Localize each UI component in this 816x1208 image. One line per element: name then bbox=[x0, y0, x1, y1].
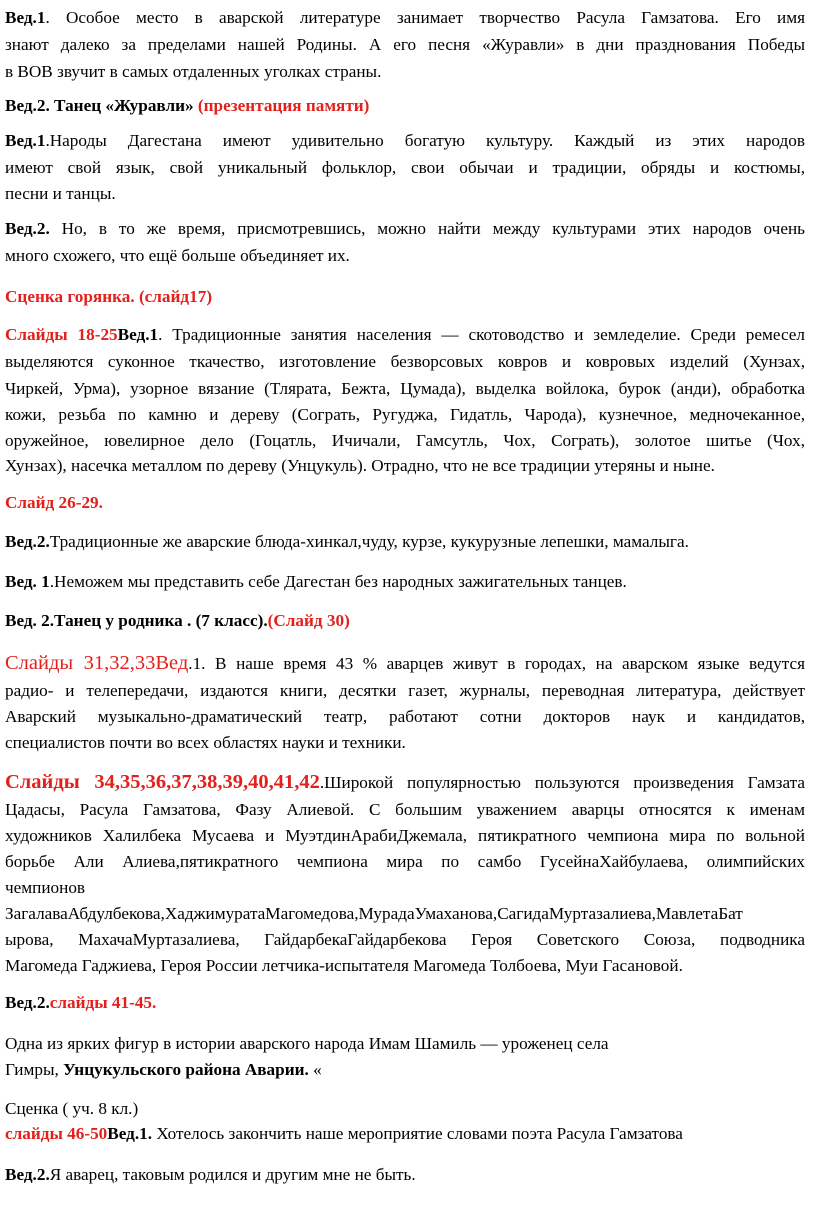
text-run: Аварский музыкально-драматический театр, работают сотни докторов наук и кандидатов, bbox=[5, 707, 805, 726]
highlight-label: Слайды 31,32,33Вед bbox=[5, 652, 189, 674]
text-line bbox=[5, 94, 369, 118]
text-line bbox=[5, 991, 156, 1015]
highlight-label: слайды 41-45. bbox=[49, 993, 157, 1012]
text-run: Вед.2. Танец «Журавли» bbox=[5, 96, 198, 115]
text-line bbox=[5, 156, 805, 180]
text-run: .1. В наше время 43 % аварцев живут в городах, на аварском языке ведутся bbox=[188, 654, 805, 673]
text-line bbox=[5, 1058, 322, 1082]
text-run: Цадасы, Расула Гамзатова, Фазу Алиевой. С большим уважением аварцы относятся к именам bbox=[5, 800, 805, 819]
text-run: Одна из ярких фигур в истории аварского народа Имам Шамиль — уроженец села bbox=[5, 1034, 609, 1053]
text-line bbox=[5, 954, 683, 978]
text-run: Хунзах), насечка металлом по дереву (Унцукуль). Отрадно, что не все традиции утеряны и ныне. bbox=[5, 456, 715, 475]
text-line bbox=[5, 1122, 683, 1146]
text-run: ЗагалаваАбдулбекова,ХаджимуратаМагомедова,МурадаУмаханова,СагидаМуртазалиева,МавлетаБат bbox=[5, 904, 743, 923]
text-run: .Неможем мы представить себе Дагестан без народных зажигательных танцев. bbox=[49, 572, 627, 591]
highlight-label: Слайды 18-25 bbox=[5, 325, 118, 344]
text-run: Хотелось закончить наше мероприятие словами поэта Расула Гамзатова bbox=[152, 1124, 683, 1143]
text-line bbox=[5, 285, 212, 309]
text-run: Магомеда Гаджиева, Героя России летчика-испытателя Магомеда Толбоева, Муи Гасановой. bbox=[5, 956, 683, 975]
highlight-label: (Слайд 30) bbox=[267, 611, 350, 630]
text-run: радио- и телепередачи, издаются книги, десятки газет, журналы, переводная литература, действует bbox=[5, 681, 805, 700]
text-run: Вед. 2.Танец у родника . (7 класс). bbox=[5, 611, 268, 630]
text-line bbox=[5, 244, 350, 268]
text-run: имеют свой язык, свой уникальный фольклор, свои обычаи и традиции, обряды и костюмы, bbox=[5, 158, 805, 177]
text-run: оружейное, ювелирное дело (Гоцатль, Ичичали, Гамсутль, Чох, Сограть), золотое шитье (Чох, bbox=[5, 431, 805, 450]
text-run: .Широкой популярностью пользуются произведения Гамзата bbox=[319, 773, 805, 792]
text-line bbox=[5, 770, 805, 795]
highlight-label: (презентация памяти) bbox=[197, 96, 370, 115]
text-run: Гимры, bbox=[5, 1060, 64, 1079]
text-run: Вед.2. bbox=[5, 1165, 50, 1184]
text-run: Вед.2. bbox=[5, 219, 50, 238]
text-line bbox=[5, 403, 805, 427]
text-line bbox=[5, 824, 805, 848]
text-line bbox=[5, 350, 805, 374]
text-run: песни и танцы. bbox=[5, 184, 116, 203]
text-run: Вед.1. bbox=[107, 1124, 153, 1143]
highlight-label: Слайд 26-29. bbox=[5, 493, 103, 512]
text-line bbox=[5, 928, 805, 952]
text-run: Традиционные же аварские блюда-хинкал,чуду, курзе, кукурузные лепешки, мамалыга. bbox=[49, 532, 689, 551]
text-run: знают далеко за пределами нашей Родины. А его песня «Журавли» в дни празднования Победы bbox=[5, 35, 805, 54]
text-line bbox=[5, 731, 406, 755]
text-run: . Особое место в аварской литературе занимает творчество Расула Гамзатова. Его имя bbox=[45, 8, 805, 27]
highlight-label: Сценка горянка. (слайд17) bbox=[5, 287, 213, 306]
text-line bbox=[5, 651, 805, 676]
text-run: чемпионов bbox=[5, 878, 86, 897]
highlight-label: Слайды 34,35,36,37,38,39,40,41,42 bbox=[5, 771, 320, 793]
text-run: Чиркей, Урма), узорное вязание (Тлярата, Бежта, Цумада), выделка войлока, бурок (анди), обработка bbox=[5, 379, 805, 398]
text-line bbox=[5, 679, 805, 703]
text-run: . Традиционные занятия населения — скотоводство и земледелие. Среди ремесел bbox=[158, 325, 805, 344]
text-run: Вед.2. bbox=[5, 993, 50, 1012]
text-run: Вед.2. bbox=[5, 532, 50, 551]
text-line bbox=[5, 429, 805, 453]
text-run: специалистов почти во всех областях науки и техники. bbox=[5, 733, 406, 752]
text-line bbox=[5, 609, 350, 633]
text-line bbox=[5, 876, 85, 900]
text-line bbox=[5, 1097, 138, 1121]
text-line bbox=[5, 377, 805, 401]
text-line bbox=[5, 1163, 416, 1187]
text-line bbox=[5, 1032, 609, 1056]
text-run: .Народы Дагестана имеют удивительно богатую культуру. Каждый из этих народов bbox=[45, 131, 805, 150]
text-run: « bbox=[308, 1060, 322, 1079]
text-run: Но, в то же время, присмотревшись, можно найти между культурами этих народов очень bbox=[49, 219, 805, 238]
text-line bbox=[5, 217, 805, 241]
text-run: много схожего, что ещё больше объединяет их. bbox=[5, 246, 350, 265]
highlight-label: слайды 46-50 bbox=[5, 1124, 108, 1143]
text-line bbox=[5, 454, 715, 478]
text-line bbox=[5, 323, 805, 347]
text-run: борьбе Али Алиева,пятикратного чемпиона мира по самбо ГусейнаХайбулаева, олимпийских bbox=[5, 852, 805, 871]
text-line bbox=[5, 491, 103, 515]
text-line bbox=[5, 33, 805, 57]
text-line bbox=[5, 705, 805, 729]
text-run: выделяются суконное ткачество, изготовление безворсовых ковров и ковровых изделий (Хунзах, bbox=[5, 352, 805, 371]
text-line bbox=[5, 850, 805, 874]
text-line bbox=[5, 60, 381, 84]
text-run: Вед.1 bbox=[5, 131, 46, 150]
text-line bbox=[5, 570, 627, 594]
text-line bbox=[5, 798, 805, 822]
text-line bbox=[5, 129, 805, 153]
text-run: художников Халилбека Мусаева и МуэтдинАрабиДжемала, пятикратного чемпиона мира по вольной bbox=[5, 826, 805, 845]
text-run: кожи, резьба по камню и дереву (Сограть, Ругуджа, Гидатль, Чарода), кузнечное, медночеканное, bbox=[5, 405, 805, 424]
text-run: Я аварец, таковым родился и другим мне не быть. bbox=[49, 1165, 416, 1184]
text-run: Унцукульского района Аварии. bbox=[63, 1060, 309, 1079]
text-run: ырова, МахачаМуртазалиева, ГайдарбекаГайдарбекова Героя Советского Союза, подводника bbox=[5, 930, 805, 949]
text-run: в ВОВ звучит в самых отдаленных уголках страны. bbox=[5, 62, 382, 81]
text-line bbox=[5, 182, 116, 206]
text-run: Вед. 1 bbox=[5, 572, 50, 591]
text-line bbox=[5, 530, 689, 554]
text-line bbox=[5, 6, 805, 30]
text-run: Вед.1 bbox=[117, 325, 159, 344]
text-run: Сценка ( уч. 8 кл.) bbox=[5, 1099, 139, 1118]
text-line bbox=[5, 902, 805, 926]
text-run: Вед.1 bbox=[5, 8, 46, 27]
